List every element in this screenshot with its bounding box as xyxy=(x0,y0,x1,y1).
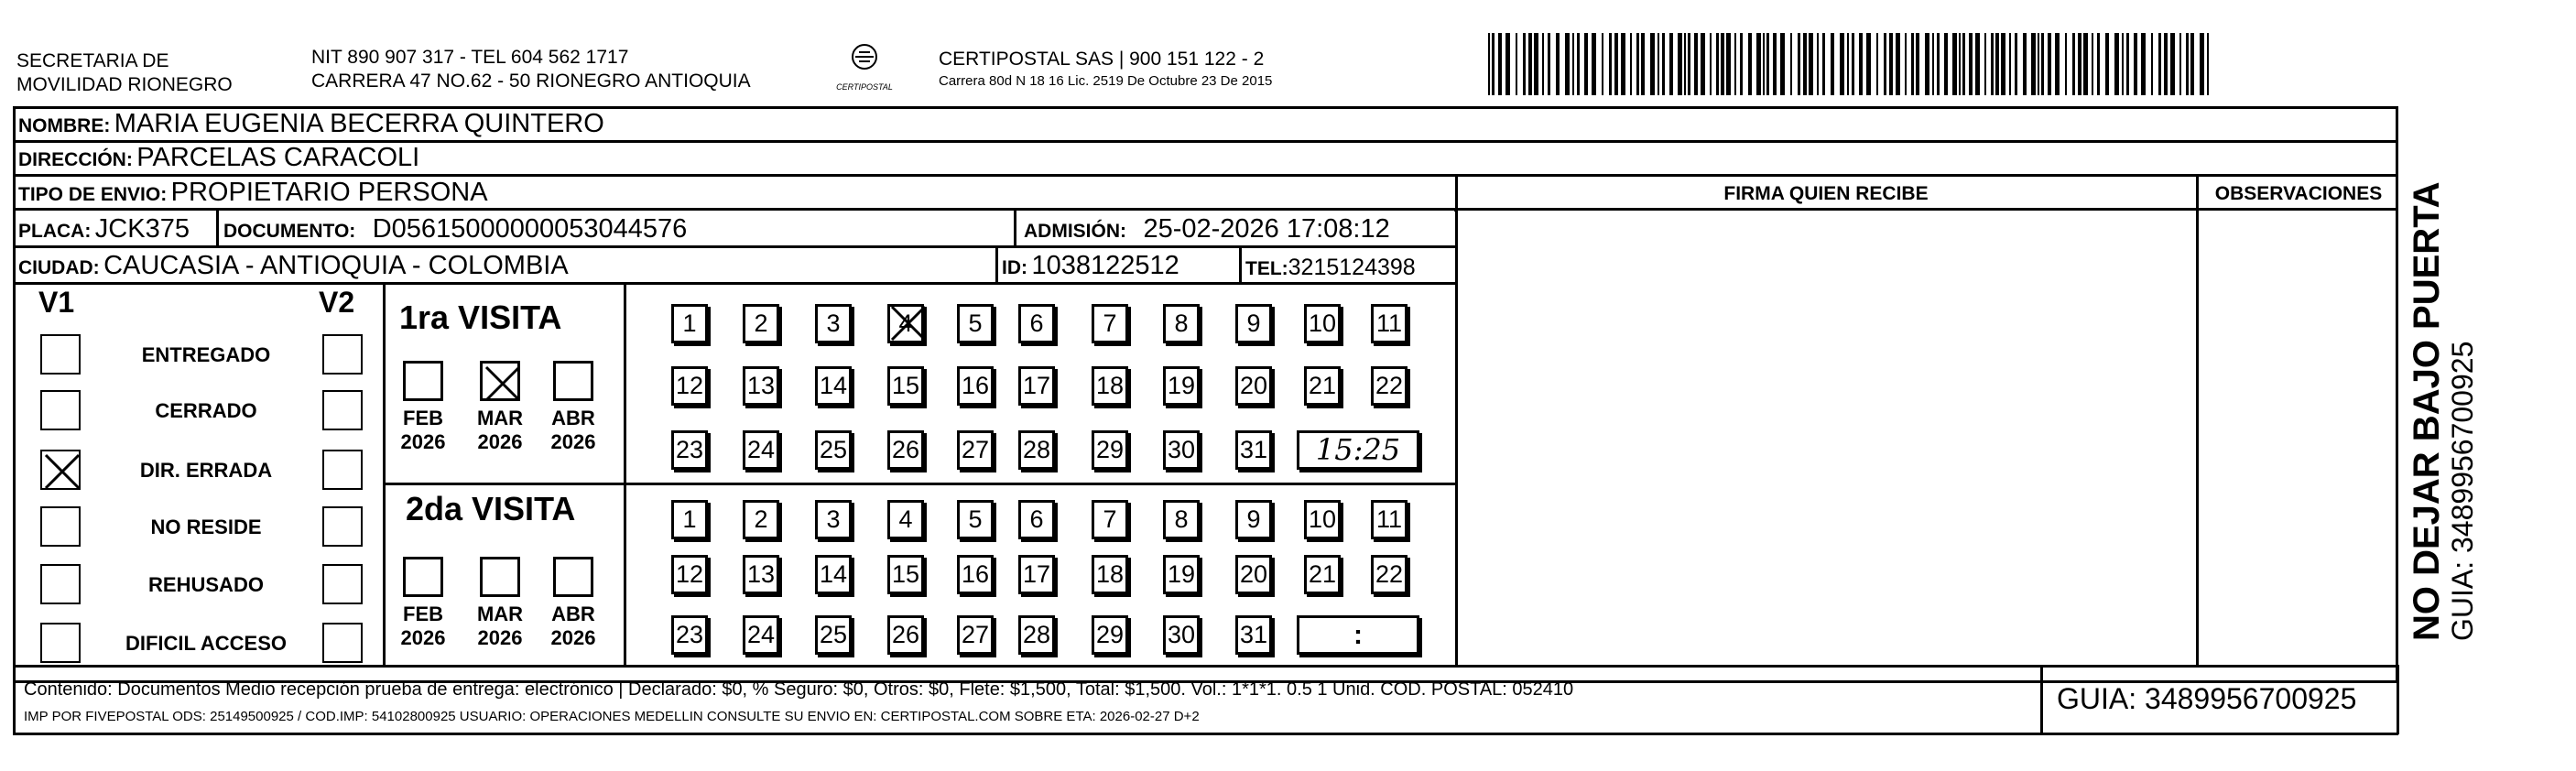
visit1-day-box[interactable] xyxy=(1092,430,1128,470)
visit2-month-checkbox[interactable] xyxy=(403,557,443,597)
visit2-day-box[interactable] xyxy=(1304,500,1341,539)
visit2-day-box[interactable] xyxy=(1092,555,1128,594)
observaciones-header: OBSERVACIONES xyxy=(2214,183,2383,204)
v1-checkbox[interactable] xyxy=(40,390,81,430)
carrier-line-1: CERTIPOSTAL SAS | 900 151 122 - 2 xyxy=(939,49,1265,70)
visit1-day-box[interactable] xyxy=(1371,366,1408,406)
day-number: 7 xyxy=(1103,505,1117,533)
footer-imp-line: IMP POR FIVEPOSTAL ODS: 25149500925 / COD.IMP: 54102800925 USUARIO: OPERACIONES MEDELLIN CONSULTE SU ENVIO EN: CERTIPOSTAL.COM SOBRE ETA: 2026-02-27 D+2 xyxy=(24,709,1200,724)
visit2-day-box[interactable] xyxy=(957,500,994,539)
visit1-day-box[interactable] xyxy=(815,366,852,406)
carrier-line-2: Carrera 80d N 18 16 Lic. 2519 De Octubre 23 De 2015 xyxy=(939,73,1273,89)
day-number: 23 xyxy=(675,436,704,463)
v2-checkbox[interactable] xyxy=(322,506,363,547)
day-number: 29 xyxy=(1095,621,1125,648)
sender-line-1: SECRETARIA DE xyxy=(16,50,169,71)
v2-checkbox[interactable] xyxy=(322,450,363,490)
visit2-day-box[interactable] xyxy=(743,615,779,655)
visit1-day-box[interactable] xyxy=(957,430,994,470)
visit2-day-box[interactable] xyxy=(1018,555,1055,594)
nit-line-2: CARRERA 47 NO.62 - 50 RIONEGRO ANTIOQUIA xyxy=(311,71,751,92)
day-number: 8 xyxy=(1174,309,1189,337)
visit1-month-label xyxy=(468,407,532,454)
month-name: FEB xyxy=(403,407,443,429)
day-number: 2 xyxy=(754,309,768,337)
visit2-day-box[interactable] xyxy=(671,500,708,539)
visit2-day-box[interactable] xyxy=(743,555,779,594)
visit2-day-box[interactable] xyxy=(1092,500,1128,539)
day-number: 11 xyxy=(1375,505,1403,533)
placa-value: JCK375 xyxy=(94,214,190,244)
visit2-month-label xyxy=(541,603,605,650)
visit2-day-box[interactable] xyxy=(1235,500,1272,539)
visit1-day-box[interactable] xyxy=(743,430,779,470)
v1-checkbox[interactable] xyxy=(40,450,81,490)
visit1-day-box[interactable] xyxy=(1163,366,1200,406)
day-number: 8 xyxy=(1174,505,1189,533)
day-number: 7 xyxy=(1103,309,1117,337)
month-name: ABR xyxy=(551,603,595,625)
tel-value: 3215124398 xyxy=(1288,255,1416,280)
day-check-mark xyxy=(888,303,929,353)
visit1-month-checkbox[interactable] xyxy=(403,361,443,401)
visit2-month-label xyxy=(468,603,532,650)
day-number: 17 xyxy=(1022,372,1051,399)
visit2-title: 2da VISITA xyxy=(406,490,576,527)
tipo-row xyxy=(18,178,488,208)
id-value: 1038122512 xyxy=(1031,251,1179,280)
barcode xyxy=(1488,33,2221,95)
day-number: 31 xyxy=(1239,621,1268,648)
day-number: 5 xyxy=(968,505,983,533)
month-name: MAR xyxy=(476,603,524,625)
status-label: DIR. ERRADA xyxy=(139,459,273,482)
day-number: 20 xyxy=(1239,560,1268,588)
day-number: 27 xyxy=(961,436,990,463)
status-label: CERRADO xyxy=(155,399,257,422)
status-label: NO RESIDE xyxy=(150,516,262,538)
day-number: 19 xyxy=(1167,372,1196,399)
month-year: 2026 xyxy=(477,626,523,649)
placa-row xyxy=(18,214,190,244)
visit1-day-box[interactable] xyxy=(1304,304,1341,343)
visit2-day-box[interactable] xyxy=(671,615,708,655)
day-number: 17 xyxy=(1022,560,1051,588)
v1-checkbox[interactable] xyxy=(40,334,81,375)
visit1-day-box[interactable] xyxy=(1092,304,1128,343)
day-number: 22 xyxy=(1375,560,1404,588)
day-number: 6 xyxy=(1029,505,1044,533)
nombre-row xyxy=(18,109,604,139)
day-number: 1 xyxy=(682,309,697,337)
visit2-day-box[interactable] xyxy=(1092,615,1128,655)
id-label: ID: xyxy=(1002,257,1027,278)
visit1-month-label xyxy=(541,407,605,454)
footer-guia: GUIA: 3489956700925 xyxy=(2057,682,2357,715)
day-number: 31 xyxy=(1239,436,1268,463)
visit2-day-box[interactable] xyxy=(1163,555,1200,594)
day-number: 13 xyxy=(746,560,776,588)
visit1-day-box[interactable] xyxy=(815,430,852,470)
visit1-day-box[interactable] xyxy=(1163,430,1200,470)
day-number: 23 xyxy=(675,621,704,648)
visit2-day-box[interactable] xyxy=(957,615,994,655)
visit1-time: 15:25 xyxy=(1315,432,1401,467)
ciudad-value: CAUCASIA - ANTIOQUIA - COLOMBIA xyxy=(103,251,569,280)
day-number: 25 xyxy=(819,436,848,463)
visit1-day-box[interactable] xyxy=(671,366,708,406)
visit1-day-box[interactable] xyxy=(887,304,924,343)
month-year: 2026 xyxy=(477,430,523,453)
day-number: 16 xyxy=(961,560,990,588)
sender-block xyxy=(16,49,233,97)
visit1-day-box[interactable] xyxy=(815,304,852,343)
day-number: 27 xyxy=(961,621,990,648)
v2-checkbox[interactable] xyxy=(322,390,363,430)
day-number: 14 xyxy=(819,372,848,399)
day-number: 4 xyxy=(898,309,913,337)
day-number: 1 xyxy=(682,505,697,533)
visit2-day-box[interactable] xyxy=(887,500,924,539)
visit1-day-box[interactable] xyxy=(1371,304,1408,343)
documento-row xyxy=(223,214,687,244)
visit2-day-box[interactable] xyxy=(1304,555,1341,594)
month-year: 2026 xyxy=(550,626,596,649)
month-name: FEB xyxy=(403,603,443,625)
visit2-day-box[interactable] xyxy=(743,500,779,539)
visit2-month-label xyxy=(391,603,455,650)
tel-row xyxy=(1245,255,1416,281)
day-number: 18 xyxy=(1095,372,1125,399)
visit1-title: 1ra VISITA xyxy=(399,299,562,336)
day-number: 10 xyxy=(1308,309,1337,337)
visit1-month-label xyxy=(391,407,455,454)
tipo-value: PROPIETARIO PERSONA xyxy=(170,178,488,207)
day-number: 24 xyxy=(746,621,776,648)
firma-header: FIRMA QUIEN RECIBE xyxy=(1723,183,1929,204)
v2-label: V2 xyxy=(319,286,355,319)
visit2-day-box[interactable] xyxy=(815,500,852,539)
day-number: 28 xyxy=(1022,436,1051,463)
day-number: 10 xyxy=(1308,505,1337,533)
day-number: 29 xyxy=(1095,436,1125,463)
month-year: 2026 xyxy=(400,626,446,649)
visit1-day-box[interactable] xyxy=(671,304,708,343)
day-number: 21 xyxy=(1308,372,1337,399)
visit2-day-box[interactable] xyxy=(1371,500,1408,539)
visit2-day-box[interactable] xyxy=(887,615,924,655)
day-number: 9 xyxy=(1246,505,1261,533)
v1-checkbox[interactable] xyxy=(40,623,81,663)
id-row xyxy=(1002,251,1179,281)
visit1-month-checkbox[interactable] xyxy=(480,361,520,401)
v1-checkbox[interactable] xyxy=(40,506,81,547)
ciudad-label: CIUDAD: xyxy=(18,257,100,278)
visit1-day-box[interactable] xyxy=(1018,304,1055,343)
visit1-time-box[interactable] xyxy=(1297,430,1419,470)
day-number: 26 xyxy=(891,436,920,463)
visit2-day-box[interactable] xyxy=(815,615,852,655)
status-label: REHUSADO xyxy=(148,573,264,596)
admision-label: ADMISIÓN: xyxy=(1024,221,1126,242)
visit1-day-box[interactable] xyxy=(957,366,994,406)
month-name: ABR xyxy=(551,407,595,429)
visit1-day-box[interactable] xyxy=(671,430,708,470)
visit1-day-box[interactable] xyxy=(1304,366,1341,406)
visit1-day-box[interactable] xyxy=(887,430,924,470)
documento-value: D05615000000053044576 xyxy=(372,214,688,244)
visit2-day-box[interactable] xyxy=(1371,555,1408,594)
day-number: 3 xyxy=(826,505,841,533)
v1-label: V1 xyxy=(38,286,75,319)
logo-text: CERTIPOSTAL xyxy=(836,82,893,92)
visit2-time: : xyxy=(1353,620,1363,650)
nombre-value: MARIA EUGENIA BECERRA QUINTERO xyxy=(114,109,604,138)
visit1-month-checkbox[interactable] xyxy=(553,361,593,401)
side-guia: GUIA: 3489956700925 xyxy=(2446,341,2479,641)
day-number: 13 xyxy=(746,372,776,399)
nombre-label: NOMBRE: xyxy=(18,115,111,136)
day-number: 15 xyxy=(891,372,920,399)
visit2-day-box[interactable] xyxy=(887,555,924,594)
day-number: 18 xyxy=(1095,560,1125,588)
admision-row xyxy=(1024,214,1390,244)
direccion-row xyxy=(18,143,419,173)
visit1-day-box[interactable] xyxy=(1163,304,1200,343)
day-number: 3 xyxy=(826,309,841,337)
status-label: DIFICIL ACCESO xyxy=(125,632,287,655)
day-number: 12 xyxy=(675,372,704,399)
day-number: 11 xyxy=(1375,309,1403,337)
visit2-day-box[interactable] xyxy=(815,555,852,594)
visit2-day-box[interactable] xyxy=(1018,615,1055,655)
side-text xyxy=(2407,128,2478,641)
visit1-day-box[interactable] xyxy=(1235,366,1272,406)
day-number: 26 xyxy=(891,621,920,648)
day-number: 12 xyxy=(675,560,704,588)
visit2-day-box[interactable] xyxy=(671,555,708,594)
visit1-day-box[interactable] xyxy=(1018,430,1055,470)
v2-checkbox[interactable] xyxy=(322,564,363,604)
visit1-day-box[interactable] xyxy=(1092,366,1128,406)
documento-label: DOCUMENTO: xyxy=(223,221,356,242)
day-number: 28 xyxy=(1022,621,1051,648)
visit2-month-checkbox[interactable] xyxy=(480,557,520,597)
direccion-label: DIRECCIÓN: xyxy=(18,149,133,170)
visit1-day-box[interactable] xyxy=(1018,366,1055,406)
visit2-time-box[interactable] xyxy=(1297,615,1419,655)
v1-checkbox[interactable] xyxy=(40,564,81,604)
day-number: 4 xyxy=(898,505,913,533)
day-number: 19 xyxy=(1167,560,1196,588)
tipo-label: TIPO DE ENVIO: xyxy=(18,184,168,205)
visit1-day-box[interactable] xyxy=(743,304,779,343)
v2-checkbox[interactable] xyxy=(322,334,363,375)
v2-checkbox[interactable] xyxy=(322,623,363,663)
day-number: 21 xyxy=(1308,560,1337,588)
direccion-value: PARCELAS CARACOLI xyxy=(136,143,420,172)
day-number: 2 xyxy=(754,505,768,533)
day-number: 9 xyxy=(1246,309,1261,337)
day-number: 6 xyxy=(1029,309,1044,337)
carrier-block xyxy=(939,48,1272,92)
day-number: 30 xyxy=(1167,436,1196,463)
visit1-day-box[interactable] xyxy=(743,366,779,406)
tel-label: TEL: xyxy=(1245,258,1288,279)
visit1-day-box[interactable] xyxy=(1235,430,1272,470)
month-year: 2026 xyxy=(400,430,446,453)
visit2-day-box[interactable] xyxy=(1235,615,1272,655)
certipostal-logo xyxy=(833,38,897,103)
visit2-day-box[interactable] xyxy=(1163,615,1200,655)
admision-value: 25-02-2026 17:08:12 xyxy=(1143,214,1390,244)
visit1-day-box[interactable] xyxy=(887,366,924,406)
visit2-day-box[interactable] xyxy=(957,555,994,594)
placa-label: PLACA: xyxy=(18,221,92,242)
footer-contenido: Contenido: Documentos Medio recepción prueba de entrega: electrónico | Declarado: $0, % Seguro: $0, Otros: $0, Flete: $1,500, Total: $1,500. Vol.: 1*1*1. 0.5 1 Unid. COD. POSTAL: 052410 xyxy=(24,679,1574,700)
day-number: 25 xyxy=(819,621,848,648)
nit-block xyxy=(311,46,751,93)
visit2-day-box[interactable] xyxy=(1163,500,1200,539)
visit1-day-box[interactable] xyxy=(1235,304,1272,343)
status-label: ENTREGADO xyxy=(141,343,271,366)
day-number: 22 xyxy=(1375,372,1404,399)
sender-line-2: MOVILIDAD RIONEGRO xyxy=(16,74,233,95)
month-year: 2026 xyxy=(550,430,596,453)
day-number: 20 xyxy=(1239,372,1268,399)
day-number: 15 xyxy=(891,560,920,588)
visit1-day-box[interactable] xyxy=(957,304,994,343)
nit-line-1: NIT 890 907 317 - TEL 604 562 1717 xyxy=(311,47,629,68)
visit2-day-box[interactable] xyxy=(1018,500,1055,539)
no-dejar-text: NO DEJAR BAJO PUERTA xyxy=(2407,181,2447,641)
day-number: 16 xyxy=(961,372,990,399)
day-number: 30 xyxy=(1167,621,1196,648)
day-number: 5 xyxy=(968,309,983,337)
ciudad-row xyxy=(18,251,569,281)
day-number: 14 xyxy=(819,560,848,588)
visit2-day-box[interactable] xyxy=(1235,555,1272,594)
month-name: MAR xyxy=(476,407,524,429)
day-number: 24 xyxy=(746,436,776,463)
visit2-month-checkbox[interactable] xyxy=(553,557,593,597)
